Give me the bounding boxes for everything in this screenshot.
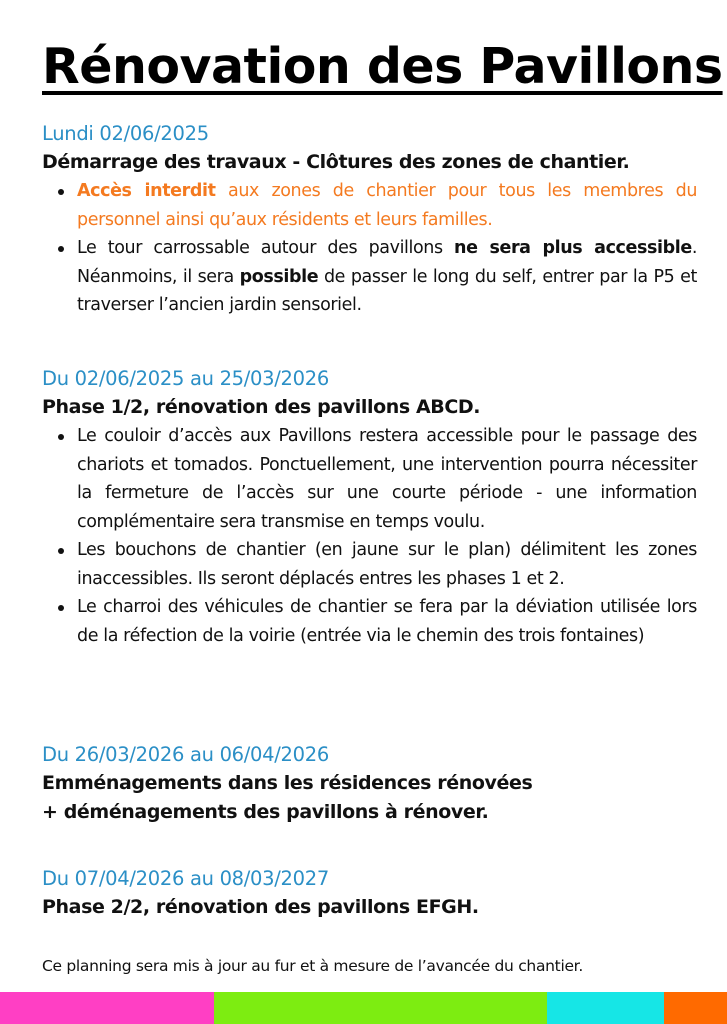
section-date: Lundi 02/06/2025 — [42, 122, 209, 145]
list-item-text: aux zones de chantier pour tous les membres du personnel ainsi qu’aux résidents et leurs familles. — [77, 181, 698, 230]
list-item: Le charroi des véhicules de chantier se fera par la déviation utilisée lors de la réfection de la voirie (entrée via le chemin des trois fontaines) — [77, 593, 697, 650]
section-demarrage — [42, 119, 697, 320]
section-heading: Démarrage des travaux - Clôtures des zones de chantier. — [42, 151, 630, 173]
section-date: Du 26/03/2026 au 06/04/2026 — [42, 743, 329, 766]
section-heading: Phase 1/2, rénovation des pavillons ABCD. — [42, 396, 481, 418]
section-phase-2 — [42, 864, 697, 922]
section-date: Du 07/04/2026 au 08/03/2027 — [42, 867, 329, 890]
section-heading: Emménagements dans les résidences rénovées — [42, 772, 533, 794]
color-bar-cyan — [547, 992, 664, 1024]
color-bar-green — [214, 992, 547, 1024]
page-title: Rénovation des Pavillons — [42, 38, 723, 95]
list-item — [77, 234, 697, 320]
bullet-list — [42, 422, 697, 650]
section-date: Du 02/06/2025 au 25/03/2026 — [42, 367, 329, 390]
list-item-text: . Néanmoins, il sera — [77, 238, 697, 287]
section-emmenagements — [42, 740, 697, 827]
section-heading: Phase 2/2, rénovation des pavillons EFGH. — [42, 896, 479, 918]
emphasis-text: possible — [239, 266, 319, 287]
emphasis-text: ne sera plus accessible — [454, 238, 692, 258]
list-item: Le couloir d’accès aux Pavillons restera accessible pour le passage des chariots et tomados. Ponctuellement, une intervention pourra nécessiter la fermeture de l’accès sur une courte période - une information complémentaire sera transmise en temps voulu. — [77, 422, 697, 536]
color-bar-orange — [664, 992, 727, 1024]
section-phase-1 — [42, 364, 697, 650]
list-item-text: de passer le long du self, entrer par la P5 et traverser l’ancien jardin sensoriel. — [77, 266, 697, 315]
emphasis-text: Accès interdit — [77, 181, 216, 201]
list-item — [77, 177, 697, 234]
section-heading: + déménagements des pavillons à rénover. — [42, 801, 489, 823]
list-item: Les bouchons de chantier (en jaune sur le plan) délimitent les zones inaccessibles. Ils seront déplacés entres les phases 1 et 2. — [77, 536, 697, 593]
footer-note: Ce planning sera mis à jour au fur et à mesure de l’avancée du chantier. — [42, 957, 583, 975]
bullet-list — [42, 177, 697, 320]
list-item-text: Le tour carrossable autour des pavillons — [77, 238, 455, 258]
color-bar-pink — [0, 992, 214, 1024]
